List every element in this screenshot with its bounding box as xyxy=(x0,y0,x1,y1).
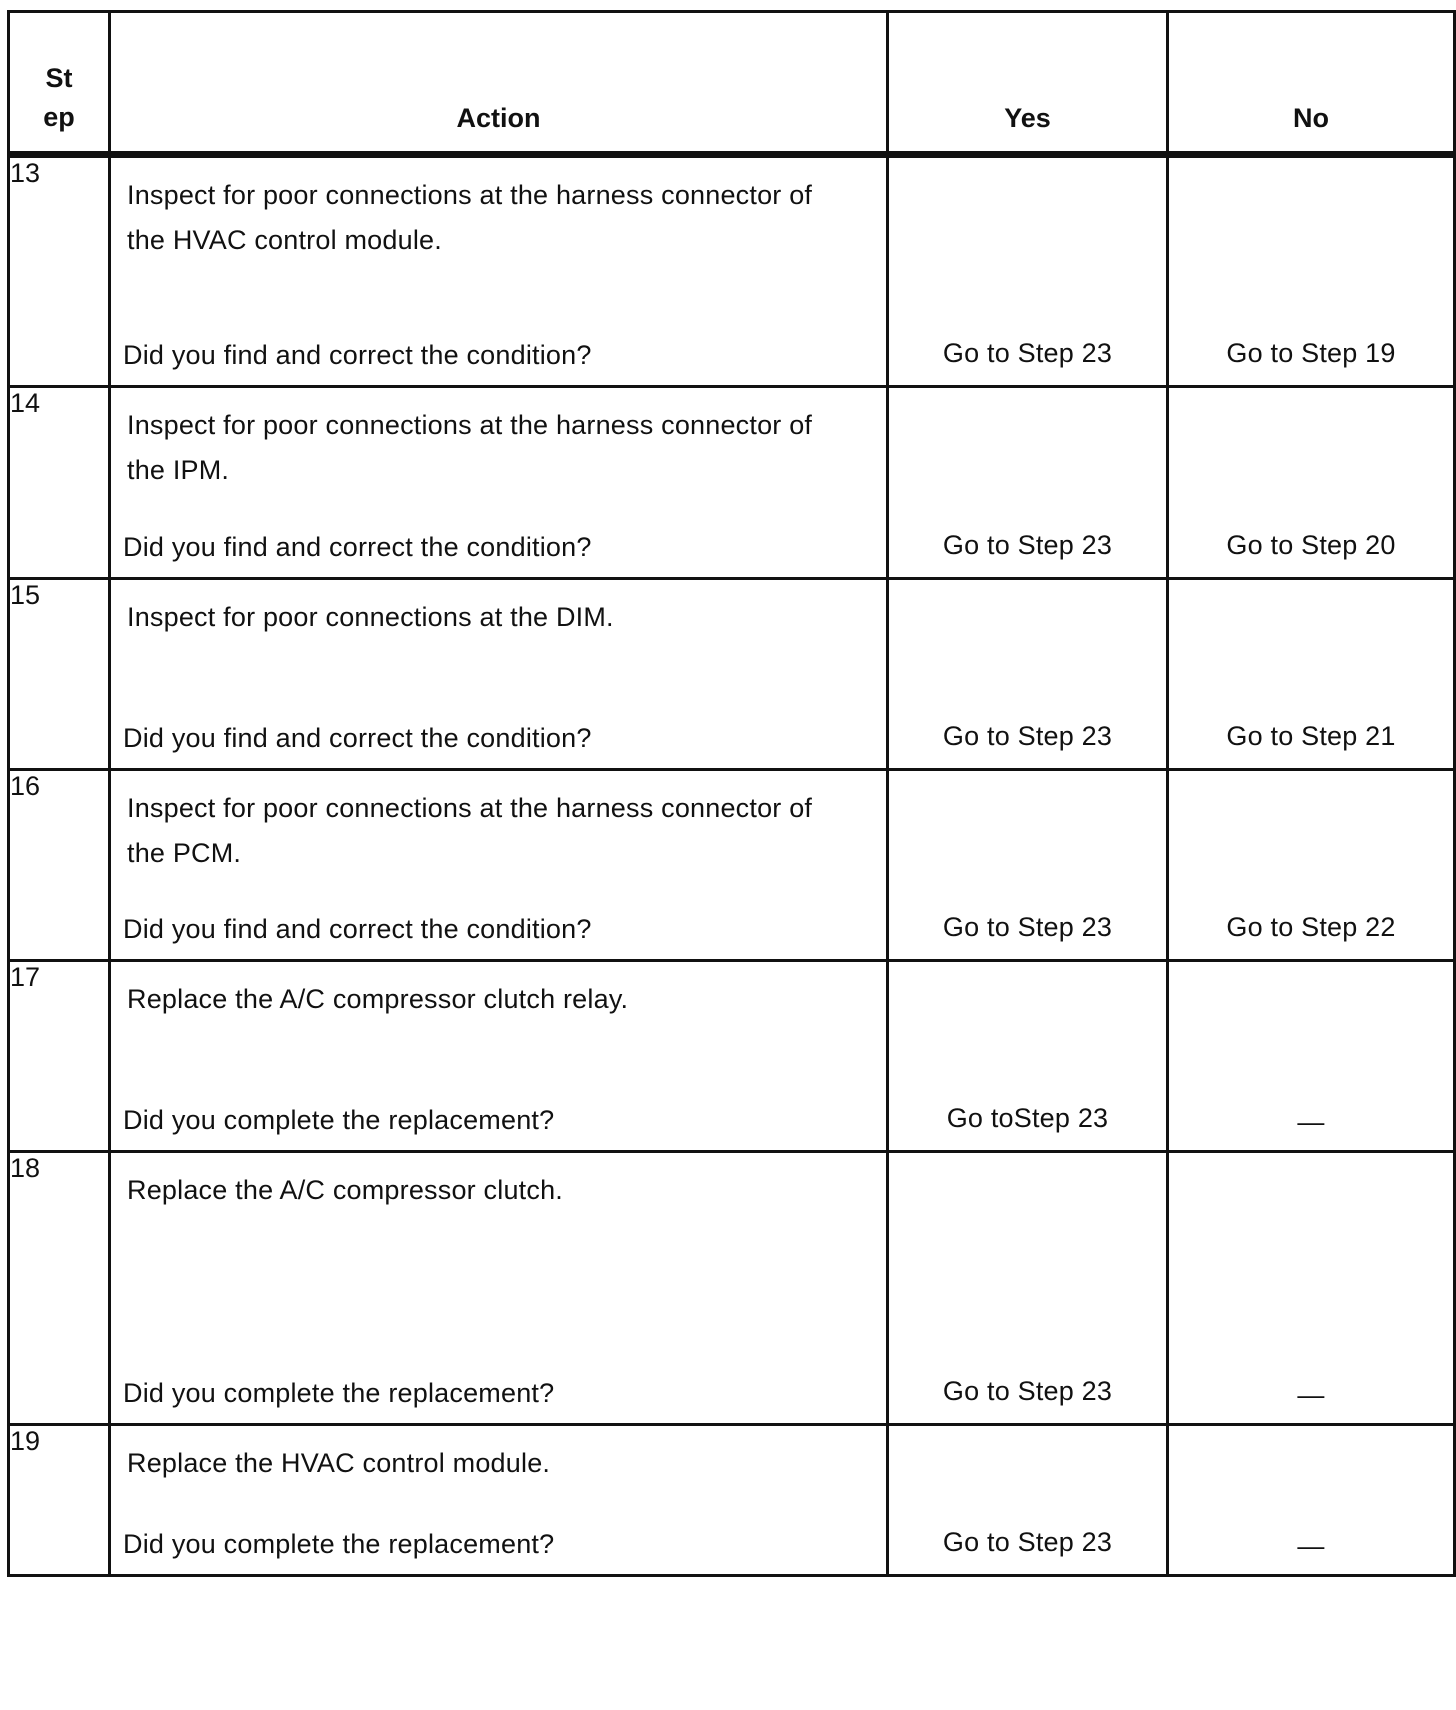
yes-result: Go to Step 23 xyxy=(942,912,1113,942)
header-step-line2: ep xyxy=(43,102,75,132)
yes-cell xyxy=(888,961,1168,1152)
action-question: Did you find and correct the condition? xyxy=(123,532,592,562)
no-result: — xyxy=(1297,1380,1325,1410)
header-step-line1: St xyxy=(45,63,73,93)
action-cell xyxy=(110,1425,888,1576)
table-row xyxy=(9,770,1455,961)
table-row xyxy=(9,961,1455,1152)
no-cell xyxy=(1168,579,1455,770)
no-result: — xyxy=(1297,1107,1325,1137)
action-text: Replace the A/C compressor clutch. xyxy=(127,1175,563,1205)
action-question: Did you find and correct the condition? xyxy=(123,723,592,753)
yes-result: Go to Step 23 xyxy=(942,530,1113,560)
step-number: 17 xyxy=(9,961,110,1152)
yes-cell xyxy=(888,770,1168,961)
step-number: 18 xyxy=(9,1152,110,1425)
no-result: Go to Step 21 xyxy=(1226,721,1396,751)
action-question: Did you find and correct the condition? xyxy=(123,340,592,370)
no-result: Go to Step 19 xyxy=(1226,338,1396,368)
yes-result: Go to Step 23 xyxy=(942,338,1113,368)
step-number: 13 xyxy=(9,155,110,387)
step-number: 15 xyxy=(9,579,110,770)
action-text: Replace the HVAC control module. xyxy=(127,1448,551,1478)
table-row xyxy=(9,155,1455,387)
no-result: Go to Step 22 xyxy=(1226,912,1396,942)
action-question: Did you complete the replacement? xyxy=(123,1529,555,1559)
no-result: — xyxy=(1297,1531,1325,1561)
yes-result: Go to Step 23 xyxy=(942,1376,1113,1406)
yes-cell xyxy=(888,387,1168,579)
yes-result: Go toStep 23 xyxy=(946,1103,1109,1133)
action-cell xyxy=(110,579,888,770)
header-yes: Yes xyxy=(888,12,1168,155)
action-text: Inspect for poor connections at the DIM. xyxy=(127,602,614,632)
yes-result: Go to Step 23 xyxy=(942,1527,1113,1557)
action-question: Did you find and correct the condition? xyxy=(123,914,592,944)
yes-cell xyxy=(888,1152,1168,1425)
yes-result: Go to Step 23 xyxy=(942,721,1113,751)
step-number: 19 xyxy=(9,1425,110,1576)
table-row xyxy=(9,387,1455,579)
diagnostic-table xyxy=(7,10,1456,1577)
yes-cell xyxy=(888,1425,1168,1576)
header-step xyxy=(9,12,110,155)
no-cell xyxy=(1168,961,1455,1152)
action-cell xyxy=(110,155,888,387)
table-row xyxy=(9,1152,1455,1425)
action-cell xyxy=(110,387,888,579)
table-header-row xyxy=(9,12,1455,155)
action-cell xyxy=(110,961,888,1152)
step-number: 16 xyxy=(9,770,110,961)
action-question: Did you complete the replacement? xyxy=(123,1105,555,1135)
no-result: Go to Step 20 xyxy=(1226,530,1396,560)
yes-cell xyxy=(888,579,1168,770)
no-cell xyxy=(1168,770,1455,961)
action-text: Inspect for poor connections at the harness connector of the PCM. xyxy=(127,793,813,868)
step-number: 14 xyxy=(9,387,110,579)
action-question: Did you complete the replacement? xyxy=(123,1378,555,1408)
yes-cell xyxy=(888,155,1168,387)
no-cell xyxy=(1168,1152,1455,1425)
action-text: Inspect for poor connections at the harness connector of the IPM. xyxy=(127,410,813,485)
no-cell xyxy=(1168,387,1455,579)
table-row xyxy=(9,1425,1455,1576)
action-text: Inspect for poor connections at the harness connector of the HVAC control module. xyxy=(127,180,813,255)
no-cell xyxy=(1168,1425,1455,1576)
action-cell xyxy=(110,1152,888,1425)
no-cell xyxy=(1168,155,1455,387)
action-cell xyxy=(110,770,888,961)
table-row xyxy=(9,579,1455,770)
header-action: Action xyxy=(110,12,888,155)
action-text: Replace the A/C compressor clutch relay. xyxy=(127,984,629,1014)
header-no: No xyxy=(1168,12,1455,155)
